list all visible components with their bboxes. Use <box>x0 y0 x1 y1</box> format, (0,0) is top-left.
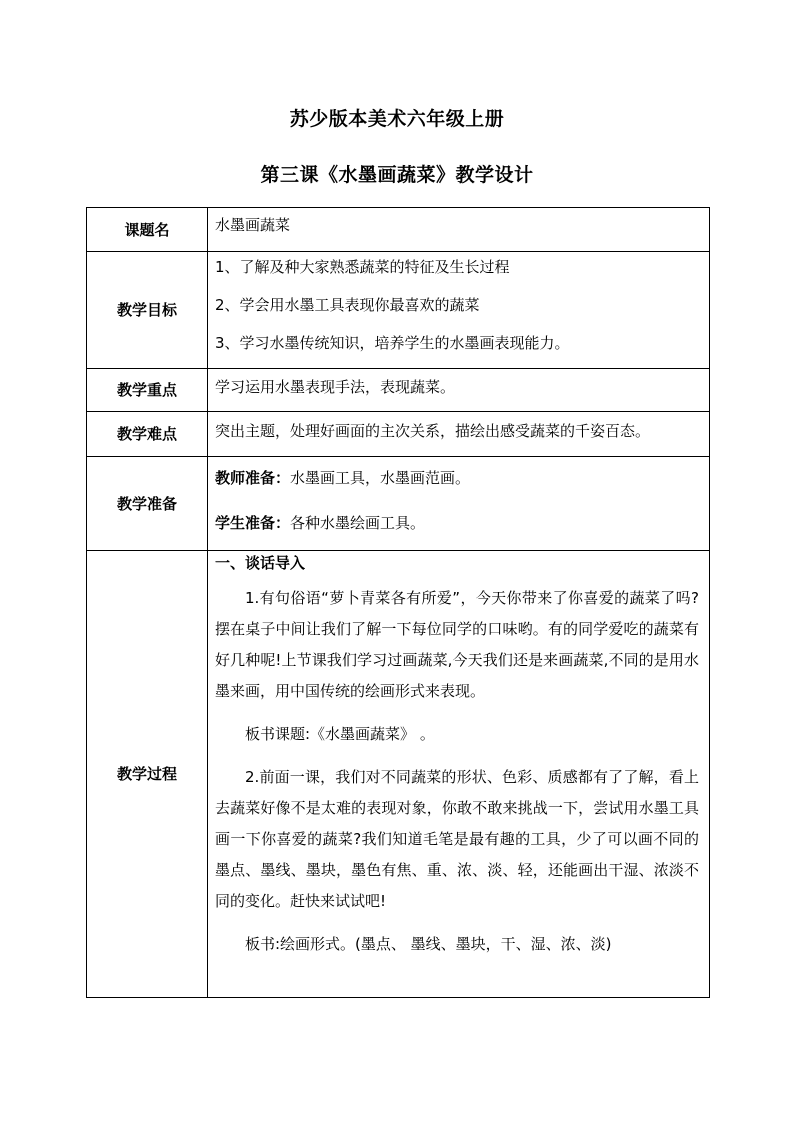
topic-text: 水墨画蔬菜 <box>215 216 291 234</box>
preparation-label: 教学准备 <box>87 457 208 551</box>
difficulties-value <box>208 412 710 457</box>
goals-value <box>208 252 710 369</box>
teacher-preparation-label: 教师准备： <box>215 469 291 487</box>
process-board-note: 板书课题:《水墨画蔬菜》 。 <box>245 725 435 743</box>
table-row-goals <box>87 252 710 369</box>
difficulties-text: 突出主题，处理好画面的主次关系，描绘出感受蔬菜的千姿百态。 <box>215 422 651 440</box>
table-row-key-points <box>87 369 710 412</box>
table-row-difficulties <box>87 412 710 457</box>
process-paragraph: 2.前面一课，我们对不同蔬菜的形状、色彩、质感都有了了解，看上去蔬菜好像不是太难的表现对象，你敢不敢来挑战一下，尝试用水墨工具画一下你喜爱的蔬菜?我们知道毛笔是最有趣的工具，少了可以画不同的墨点、墨线、墨块，墨色有焦、重、浓、淡、轻，还能画出干湿、浓淡不同的变化。赶快来试试吧! <box>215 768 699 910</box>
student-preparation-label: 学生准备： <box>215 514 291 532</box>
table-row-preparation <box>87 457 710 551</box>
process-label: 教学过程 <box>87 551 208 998</box>
key-points-value <box>208 369 710 412</box>
key-points-label: 教学重点 <box>87 369 208 412</box>
lesson-plan-table <box>86 207 710 998</box>
teacher-preparation-text: 水墨画工具，水墨画范画。 <box>290 469 471 487</box>
goals-label: 教学目标 <box>87 252 208 369</box>
process-board-note: 板书:绘画形式。(墨点、 墨线、墨块，干、湿、浓、淡) <box>245 935 612 953</box>
table-row-topic <box>87 208 710 252</box>
teacher-preparation <box>215 468 699 488</box>
topic-label: 课题名 <box>87 208 208 252</box>
difficulties-label: 教学难点 <box>87 412 208 457</box>
topic-value <box>208 208 710 252</box>
student-preparation <box>215 513 699 533</box>
document-subtitle: 第三课《水墨画蔬菜》教学设计 <box>260 164 534 186</box>
goal-item: 3、学习水墨传统知识，培养学生的水墨画表现能力。 <box>215 334 570 352</box>
key-points-text: 学习运用水墨表现手法，表现蔬菜。 <box>215 378 456 396</box>
process-section-heading: 一、谈话导入 <box>215 554 306 572</box>
goal-item: 2、学会用水墨工具表现你最喜欢的蔬菜 <box>215 296 480 314</box>
table-row-process <box>87 551 710 998</box>
student-preparation-text: 各种水墨绘画工具。 <box>290 514 426 532</box>
goal-item: 1、了解及种大家熟悉蔬菜的特征及生长过程 <box>215 258 510 276</box>
document-title: 苏少版本美术六年级上册 <box>289 108 505 130</box>
process-paragraph: 1.有句俗语“萝卜青菜各有所爱”，今天你带来了你喜爱的蔬菜了吗?摆在桌子中间让我们了解一下每位同学的口味哟。有的同学爱吃的蔬菜有好几种呢!上节课我们学习过画蔬菜,今天我们还是来画蔬菜,不同的是用水墨来画，用中国传统的绘画形式来表现。 <box>215 589 699 700</box>
preparation-value <box>208 457 710 551</box>
process-value <box>208 551 710 998</box>
